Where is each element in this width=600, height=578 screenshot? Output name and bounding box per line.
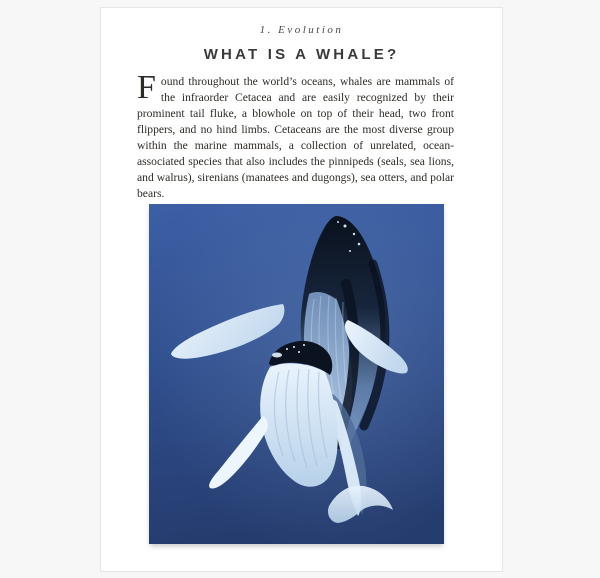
whale-photo bbox=[149, 204, 444, 544]
paragraph-text: ound throughout the world’s oceans, whales are mammals of the infraorder Cetacea and are easily recognized by their prominent tail fluke, a blowhole on top of their head, two front flippers, and no hind limbs. Cetaceans are the most diverse group within the marine mammals, a collection of unrelated, ocean-associated species that also includes the pinnipeds (seals, sea lions, and walrus), sirenians (manatees and dugongs), sea otters, and polar bears. bbox=[137, 75, 454, 200]
chapter-label: 1. Evolution bbox=[259, 24, 344, 36]
book-page bbox=[100, 7, 503, 572]
whale-photo-illustration bbox=[149, 204, 444, 544]
drop-cap: F bbox=[137, 69, 156, 106]
page-title: WHAT IS A WHALE? bbox=[203, 46, 400, 63]
intro-paragraph bbox=[137, 69, 454, 202]
